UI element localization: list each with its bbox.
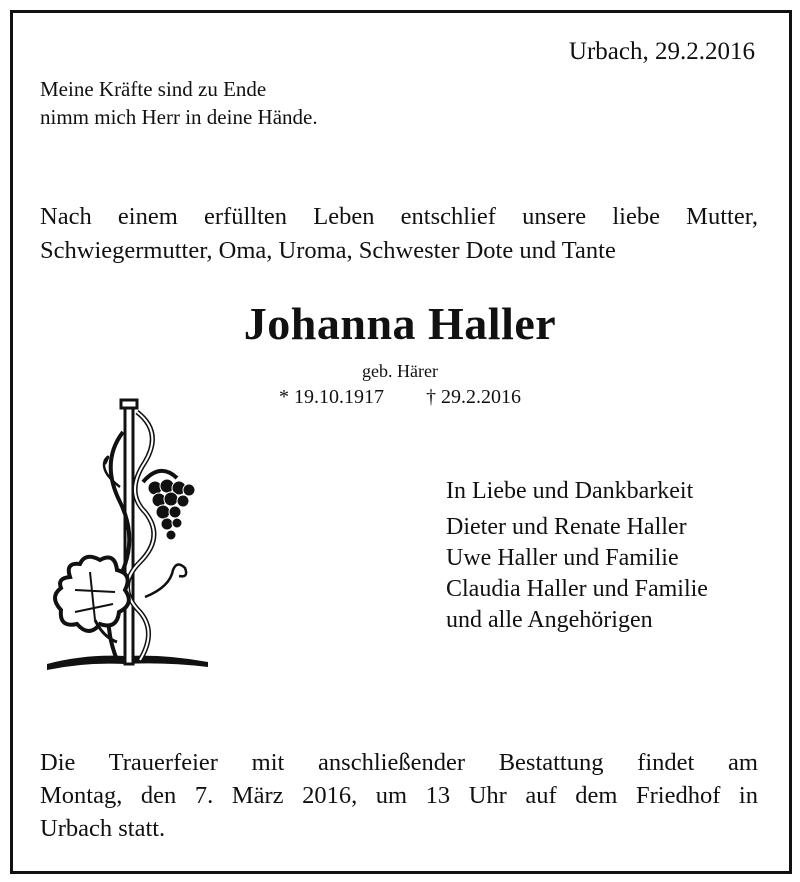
death-date: † 29.2.2016 [426,386,521,408]
intro-line: Schwiegermutter, Oma, Uroma, Schwester Dote und Tante [40,237,616,264]
intro-line: Nach einem erfüllten Leben entschlief unsere liebe Mutter, [40,203,758,230]
motto-line: Meine Kräfte sind zu Ende [40,77,267,101]
mourner-line: Claudia Haller und Familie [446,576,708,602]
birth-date: * 19.10.1917 [279,386,384,408]
mourners [446,476,708,636]
deceased-name: Johanna Haller [243,298,557,349]
mourner-line: und alle Angehörigen [446,607,653,633]
service-line: Montag, den 7. März 2016, um 13 Uhr auf dem Friedhof in [40,782,758,809]
motto-line: nimm mich Herr in deine Hände. [40,105,318,129]
intro-text [40,200,758,268]
service-line: Urbach statt. [40,815,166,842]
grapevine-icon [45,392,210,672]
place-date: Urbach, 29.2.2016 [568,38,755,65]
mourners-heading: In Liebe und Dankbarkeit [446,478,694,504]
maiden-name: geb. Härer [362,361,438,381]
service-info [40,746,758,845]
mourner-line: Uwe Haller und Familie [446,545,679,571]
mourner-line: Dieter und Renate Haller [446,514,687,540]
service-line: Die Trauerfeier mit anschließender Bestattung findet am [40,749,758,776]
motto [40,75,460,131]
